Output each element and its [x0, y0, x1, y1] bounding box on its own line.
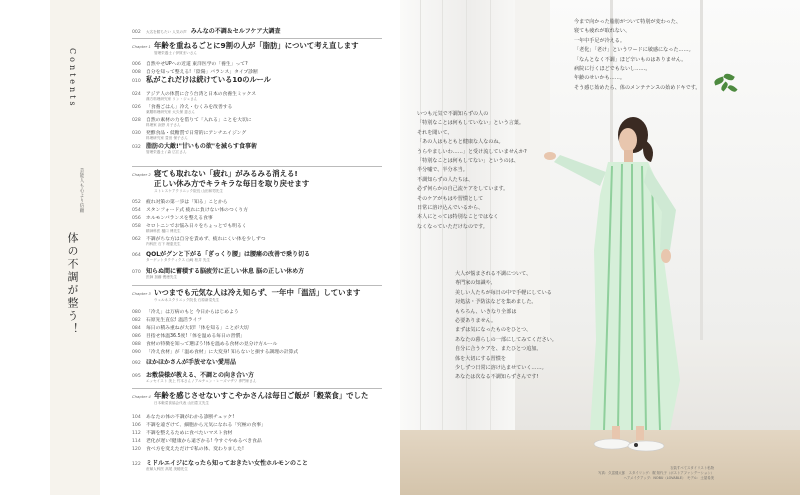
page-number: 052 — [132, 200, 141, 205]
page-number: 082 — [132, 318, 141, 323]
photo-credits — [596, 466, 714, 481]
page-number: 090 — [132, 350, 141, 355]
entry-title: 目指せ体温36.5度!「体を温める毎日の習慣」 — [146, 334, 245, 339]
entry-title: 不調を整えるために食べたいマスト食材 — [146, 431, 233, 436]
entry-title: セロトニンでお悩み日々をちょっとでも明るく — [146, 224, 247, 229]
copy-line: 「老化」「老け」というワードに敏感になった……。 — [574, 47, 694, 54]
copy-line: 今まで向かった脂肪がついて特別が変わった、 — [574, 19, 681, 25]
intro-kicker: 芸能人も心より信頼 — [79, 168, 84, 213]
entry-title: スタンフォード式 疲れに負けない体のつくり方 — [146, 208, 249, 213]
toc-entry[interactable] — [132, 413, 394, 420]
credit-line: 写真：久富健太郎 スタイリング：梶 知代子（ボストアファンデーション） — [598, 471, 714, 475]
divider — [132, 166, 382, 167]
toc-entry[interactable] — [132, 235, 394, 247]
toc-entry[interactable] — [132, 75, 394, 85]
credit-line: ヘアメイクアップ：NOBU（LOVABLE） モデル：土屋希美 — [623, 476, 714, 480]
entry-title: 石原先生直伝! 温活ライフ — [146, 318, 202, 323]
page-number: 030 — [132, 131, 141, 136]
page-number: 120 — [132, 447, 141, 452]
entry-author: 管理栄養士 / 森 広江さん — [146, 150, 187, 154]
chapter-tag: Chapter 1 — [132, 44, 151, 49]
slipper — [594, 439, 630, 449]
page-number: 104 — [132, 415, 141, 420]
entry-title: アジア人の体質に合う台湾と日本の食養生ミックス — [146, 92, 256, 97]
model-hand — [544, 152, 556, 160]
page-number: 062 — [132, 237, 141, 242]
toc-entry[interactable] — [132, 340, 394, 347]
toc-entry[interactable] — [132, 357, 394, 366]
page-number: 058 — [132, 224, 141, 229]
entry-title: 自然やせUPへの近道 東洋医学の「養生」って? — [146, 62, 248, 67]
toc-entry[interactable] — [132, 316, 394, 323]
copy-line: 「特別なことは何もしていない」という言葉。 — [417, 120, 524, 127]
lead-copy-middle — [417, 110, 527, 232]
entry-title: QOLがグンと下がる「ぎっくり腰」は腰痛の改善で乗り切る — [146, 251, 311, 258]
copy-line: 年齢のせいかも……。 — [574, 75, 625, 82]
entry-title: 不調を遠ざけて、細胞から元気になれる「究極の食事」 — [146, 423, 266, 428]
model-hair-bun — [643, 140, 653, 162]
page-number: 112 — [132, 431, 141, 436]
page-number: 064 — [132, 253, 141, 258]
divider — [132, 388, 382, 389]
copy-line: なくなっていただけなのです。 — [417, 223, 488, 230]
toc-entry[interactable] — [132, 421, 394, 428]
chapter-tag: Chapter 3 — [132, 291, 151, 296]
copy-line: 寝ても疲れが取れない、 — [574, 28, 631, 35]
entry-author: 内科医 石下 理恵先生 — [146, 242, 181, 246]
model-arm — [554, 155, 606, 186]
copy-line: うらやましいわ……」と受け流していませんか? — [417, 148, 527, 155]
toc-entry[interactable] — [132, 198, 394, 205]
page-number: 092 — [132, 361, 141, 366]
toc-entry[interactable] — [132, 266, 394, 280]
copy-line: もちろん、いきなり全部は — [455, 308, 517, 315]
page-number: 084 — [132, 326, 141, 331]
toc-entry[interactable] — [132, 437, 394, 444]
entry-title: あなたの体の不調がわかる診断チェック! — [146, 415, 235, 420]
page-number: 070 — [132, 270, 141, 275]
toc-entry[interactable] — [132, 308, 394, 315]
entry-title: 脂肪の大敵!"甘いもの欲"を減らす食事術 — [146, 143, 257, 150]
entry-author: 漢方料理研究家 リン・ジェさん — [146, 97, 198, 101]
entry-author: 産婦人科医 高尾 美穂先生 — [146, 467, 188, 471]
entry-title: 「冷え」は万病のもと 今日からはじめよう — [146, 310, 239, 315]
copy-line: 日常に溶け込んでいるから、 — [417, 205, 484, 212]
copy-line: 一年中手足が冷える。 — [574, 37, 625, 44]
entry-author: エッセイスト 美上 竹本さん / アルチェン・レーズマザワ 専門家さん — [146, 379, 257, 383]
photo-page — [400, 0, 800, 495]
entry-title: 不調がちな方は自分を責めず、疲れにくい体を少しずつ — [146, 237, 266, 242]
toc-entry[interactable] — [132, 222, 394, 234]
entry-title: 疲れ対策の第一歩は「知る」ことから — [146, 200, 228, 205]
chapter-1-heading[interactable] — [132, 41, 394, 56]
toc-entry-intro[interactable] — [132, 26, 394, 35]
copy-line: まずは気になったものをひとつ、 — [455, 327, 532, 334]
entry-title: お敷袋様が教える、不調との向き合い方 — [146, 372, 255, 379]
chapter-note: ストレスケアクリニック院長 山田和男先生 — [154, 189, 223, 193]
page-number: 028 — [132, 118, 141, 123]
copy-line: 少しずつ日常に溶け込ませていく……。 — [455, 365, 547, 372]
entry-title: 毎日の積み重ねが大切!「体を知る」ことが大切 — [146, 326, 249, 331]
page-number: 080 — [132, 310, 141, 315]
chapter-4-heading[interactable] — [132, 391, 394, 406]
lead-copy-top — [574, 18, 701, 93]
lead-copy-bottom — [455, 270, 557, 383]
chapter-2-heading[interactable] — [132, 169, 394, 194]
toc-entry[interactable] — [132, 370, 394, 384]
copy-line: 対処法・予防法などを集めました。 — [455, 299, 537, 306]
page-number: 114 — [132, 439, 141, 444]
plant-icon — [712, 74, 738, 100]
copy-line: 「特別なことは何もしてない」というのは、 — [417, 158, 519, 165]
page-number: 006 — [132, 62, 141, 67]
page-number: 122 — [132, 462, 141, 467]
toc-entry[interactable] — [132, 348, 394, 355]
page-number: 095 — [132, 374, 141, 379]
copy-line: 必要ありません。 — [455, 318, 497, 325]
copy-line: いつも元気で不調知らずの人の — [417, 111, 489, 117]
toc-entry[interactable] — [132, 141, 394, 155]
chapter-title-line-1: 寝ても取れない「疲れ」がみるみる消える! — [154, 169, 298, 178]
entry-title: 「食養ごはん」冷え・むくみを改善する — [146, 105, 233, 110]
entry-title: 「冷え食材」が「温め食材」に大変身! 知らないと損する調理の計算式 — [146, 350, 299, 355]
chapter-title: 年齢を重ねるごとに9割の人が「脂肪」について考え直します — [154, 41, 359, 50]
entry-title: 発酵食品・低糖質で日常的にアンチエイジング — [146, 131, 247, 136]
entry-title: 食材の特徴を知って選ぼう!体を温める食材の見分け方ルール — [146, 342, 278, 347]
model-leg — [636, 426, 644, 440]
toc-entry[interactable] — [132, 324, 394, 331]
copy-line: 本人にとっては特別なことではなく — [417, 214, 499, 221]
page-number: 056 — [132, 216, 141, 221]
toc-entry[interactable] — [132, 458, 394, 472]
entry-author: 料理家 浜野 月子さん — [146, 123, 181, 127]
page-number: 008 — [132, 70, 141, 75]
page-number: 054 — [132, 208, 141, 213]
chapter-title: 年齢を感じさせないすこやかさんは毎日ご飯が「穀菜食」でした — [154, 391, 369, 400]
entry-title: 知らぬ間に蓄積する脳疲労に正しい休息 脳の正しい休め方 — [146, 268, 305, 275]
toc-entry[interactable] — [132, 103, 394, 115]
toc-entry[interactable] — [132, 90, 394, 102]
model-leg — [612, 426, 620, 440]
model-hand-right — [661, 249, 671, 263]
entry-title: 食べ方を変えただけで私の体、変わりました! — [146, 447, 244, 452]
copy-line: 大人が悩まされる不調について、 — [455, 271, 532, 277]
model-face — [619, 128, 637, 152]
entry-title: 老化が遅い!健康から遠ざかる! 今すぐやめるべき食品 — [146, 439, 262, 444]
chapter-tag: Chapter 4 — [132, 394, 151, 399]
chapter-note: 日本穀菜食協会代表 山田豊文先生 — [154, 401, 210, 405]
chapter-title: いつまでも元気な人は冷え知らず、一年中「温活」しています — [154, 288, 361, 297]
divider — [132, 285, 382, 286]
copy-line: 美しい人たちが毎日の中で手軽にしている — [455, 289, 552, 296]
copy-line: それを聞いて、 — [417, 129, 453, 136]
page-number: 010 — [132, 79, 141, 84]
entry-title: 自分を知って整える!「陰陽」バランス」タイプ診断 — [146, 70, 258, 75]
toc-entry[interactable] — [132, 60, 394, 67]
toc-entry[interactable] — [132, 129, 394, 141]
toc-entry[interactable] — [132, 214, 394, 221]
copy-line: 「あの人はもともと健康な人なのね。 — [417, 139, 504, 146]
entry-title: ほかほかさんが手放せない愛用品 — [146, 359, 237, 366]
copy-line: あなたは次なる不調知らずさんです! — [455, 374, 539, 381]
page-number: 032 — [132, 145, 141, 150]
toc-entry[interactable] — [132, 445, 394, 452]
divider — [132, 38, 382, 39]
entry-author: ターゲットタクティクス 山崎 松井 先生 — [146, 258, 211, 262]
toc-entry[interactable] — [132, 206, 394, 213]
copy-line: 病院に行くほどでもないし……。 — [574, 66, 651, 73]
toc-entry[interactable] — [132, 116, 394, 128]
entry-title: ホルモンバランスを整える食事 — [146, 216, 213, 221]
slipper-ornament — [634, 443, 638, 447]
page-number: 024 — [132, 92, 141, 97]
entry-author: 精神科医 樋口 博先生 — [146, 229, 181, 233]
contents-sidebar — [50, 0, 100, 495]
copy-line: そのケアがもはや習慣として — [417, 195, 484, 202]
entry-author: 医師 加藤 俊徳先生 — [146, 275, 178, 279]
toc-entry[interactable] — [132, 429, 394, 436]
entry-author: 料理研究家 豊田 保子さん — [146, 136, 188, 140]
entry-title: 私がこれだけは続けている10のルール — [146, 75, 271, 84]
copy-line: あなたの暮らしの一部にしてみてください。 — [455, 336, 557, 343]
toc-entry[interactable] — [132, 68, 394, 75]
entry-note: 大名を勝ちたい 人気の声 — [146, 30, 187, 34]
copy-line: 「なんとなく不調」ほど辛いものはありません。 — [574, 56, 687, 63]
contents-label: Contents — [68, 48, 77, 109]
copy-line: 自分に合うケアを、またひとつ追加。 — [455, 346, 542, 353]
model-neck — [624, 150, 633, 162]
page-number: 002 — [132, 30, 141, 35]
chapter-3-heading[interactable] — [132, 288, 394, 303]
chapter-title-line-2: 正しい休み方でキラキラな毎日を取り戻せます — [154, 179, 310, 188]
credit-line: 衣装すべてスタイリスト私物 — [670, 466, 714, 470]
copy-line: そう感じ始めたら、体のメンテナンスの始めドキです。 — [574, 84, 701, 91]
page-number: 088 — [132, 342, 141, 347]
chapter-tag: Chapter 2 — [132, 172, 151, 177]
toc-entry[interactable] — [132, 332, 394, 339]
chapter-note: 管理栄養士 / 伊賀まいさん — [154, 51, 198, 55]
copy-line: 体を大切にする習慣を — [455, 355, 506, 362]
page-number: 026 — [132, 105, 141, 110]
page-number: 106 — [132, 423, 141, 428]
page-number: 086 — [132, 334, 141, 339]
entry-title: ミドルエイジになったら知っておきたい女性ホルモンのこと — [146, 460, 309, 467]
copy-line: 必ず何らかの自己流ケアをしています。 — [417, 186, 509, 193]
entry-author: 薬膳料理研究家 大久保 恵さん — [146, 110, 196, 114]
slipper — [628, 441, 664, 451]
intro-title: 体の不調が整う！ — [66, 232, 79, 336]
entry-title: みんなの不調＆セルフケア大調査 — [190, 28, 281, 35]
copy-line: 専門家の知識や、 — [455, 280, 496, 287]
table-of-contents — [132, 22, 394, 492]
chapter-note: ウェルネスクリニック院長 石原新菜先生 — [154, 298, 220, 302]
toc-entry[interactable] — [132, 249, 394, 263]
entry-title: 自然の素材の力を借りて「入れる」ことを大切に — [146, 118, 252, 123]
copy-line: 半分嘘で、半分本当。 — [417, 167, 468, 174]
copy-line: 不調知らずの人たちは、 — [417, 176, 474, 183]
